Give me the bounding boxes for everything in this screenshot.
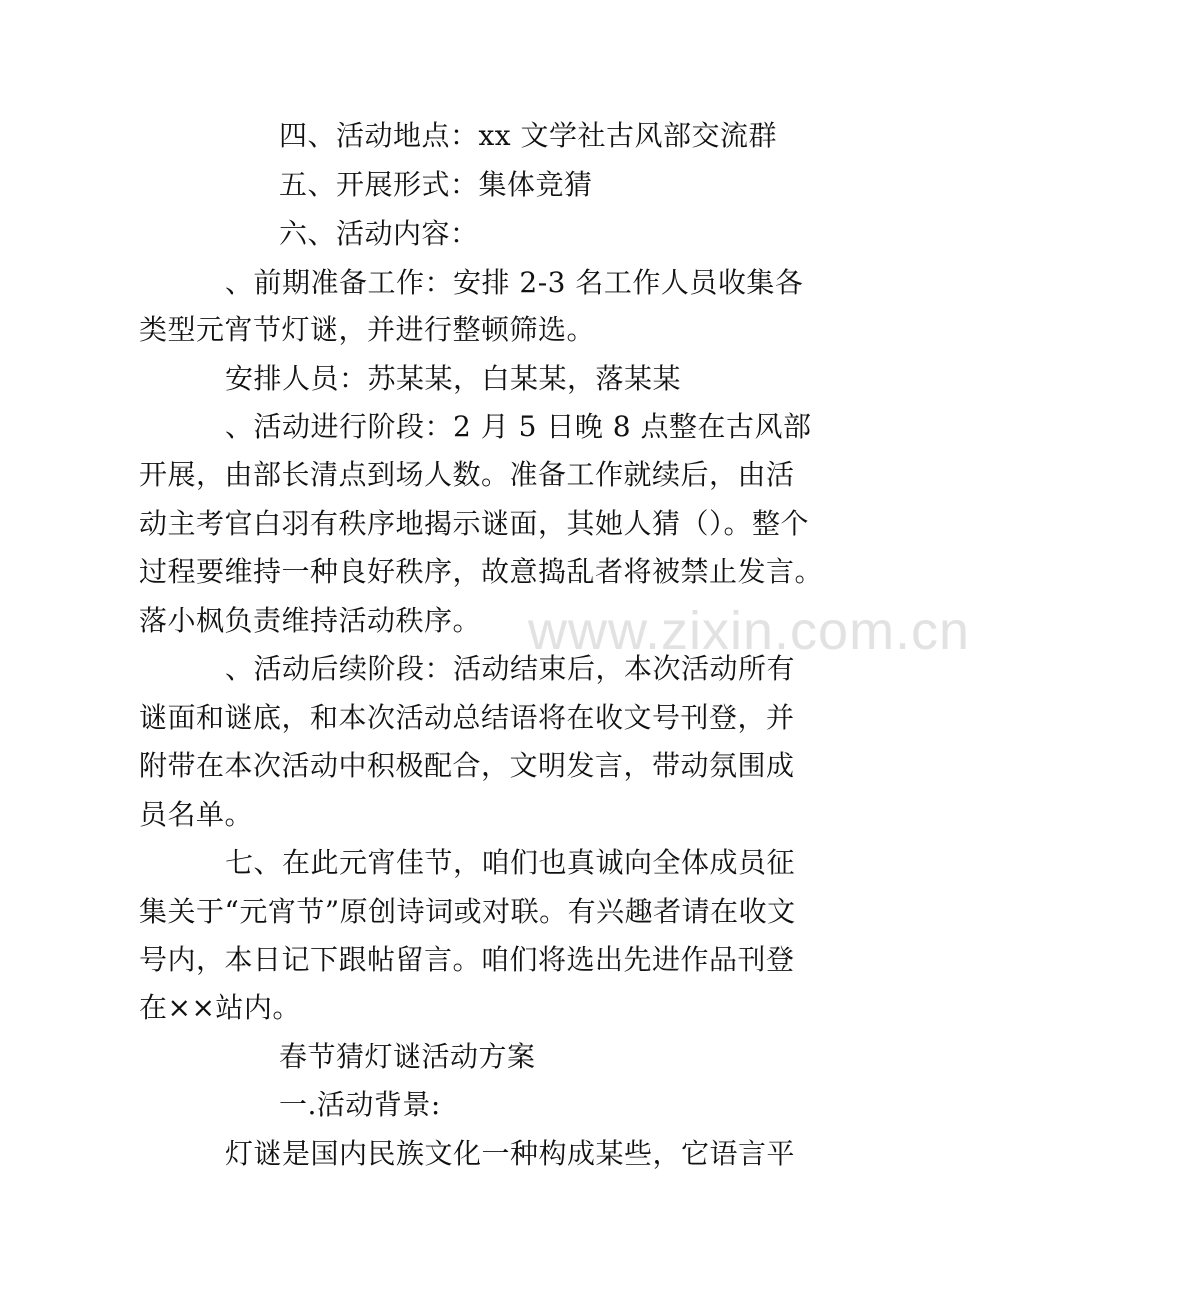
paragraph-line: 谜面和谜底，和本次活动总结语将在收文号刊登，并 — [139, 701, 795, 734]
paragraph-line: 员名单。 — [139, 798, 254, 831]
paragraph-line: 过程要维持一种良好秩序，故意捣乱者将被禁止发言。 — [139, 555, 824, 588]
section-4-location: 四、活动地点：xx 文学社古风部交流群 — [279, 119, 777, 152]
section-6-heading: 六、活动内容： — [279, 217, 479, 250]
paragraph-line: 号内，本日记下跟帖留言。咱们将选出先进作品刊登 — [139, 943, 795, 976]
section-7-line: 七、在此元宵佳节，咱们也真诚向全体成员征 — [225, 846, 796, 879]
staff-line: 安排人员：苏某某，白某某，落某某 — [225, 362, 682, 395]
paragraph-line: 集关于“元宵节”原创诗词或对联。有兴趣者请在收文 — [139, 895, 796, 928]
watermark: www.zixin.com.cn — [528, 601, 971, 661]
plan-title: 春节猜灯谜活动方案 — [279, 1040, 536, 1073]
paragraph-line: 在××站内。 — [139, 991, 301, 1024]
paragraph-line: 类型元宵节灯谜，并进行整顿筛选。 — [139, 313, 596, 346]
paragraph-line: 、前期准备工作：安排 2-3 名工作人员收集各 — [225, 266, 804, 299]
section-5-format: 五、开展形式：集体竞猜 — [279, 168, 593, 201]
paragraph-line: 、活动进行阶段：2 月 5 日晚 8 点整在古风部 — [225, 410, 812, 443]
paragraph-line: 灯谜是国内民族文化一种构成某些，它语言平 — [225, 1137, 796, 1170]
paragraph-line: 、活动后续阶段：活动结束后，本次活动所有 — [225, 652, 796, 685]
paragraph-line: 动主考官白羽有秩序地揭示谜面，其她人猜（）。整个 — [139, 507, 810, 540]
paragraph-line: 落小枫负责维持活动秩序。 — [139, 604, 482, 637]
paragraph-line: 开展，由部长清点到场人数。准备工作就续后，由活 — [139, 458, 795, 491]
section-1-heading: 一.活动背景: — [279, 1088, 441, 1121]
paragraph-line: 附带在本次活动中积极配合，文明发言，带动氛围成 — [139, 749, 795, 782]
